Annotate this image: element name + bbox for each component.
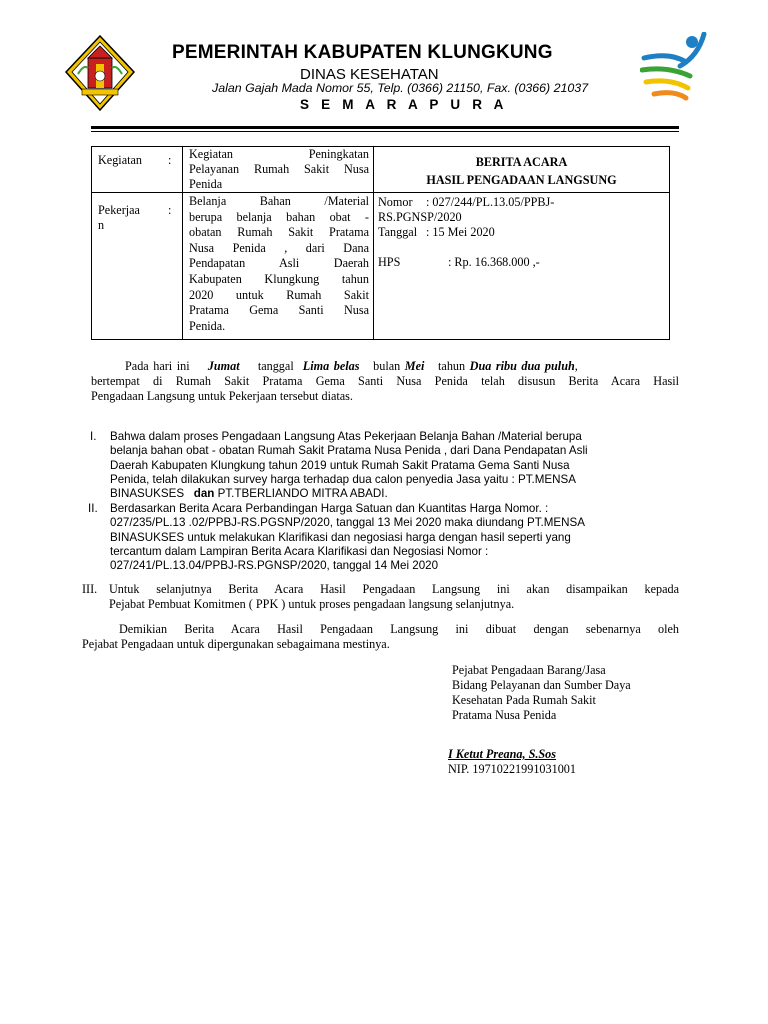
item-iii xyxy=(82,582,679,612)
pekerjaan-line: Kabupaten Klungkung tahun xyxy=(189,271,369,286)
intro-text: tahun xyxy=(438,359,466,373)
signature-block xyxy=(452,663,692,723)
pekerjaan-line: Pratama Gema Santi Nusa xyxy=(189,303,369,318)
table-row xyxy=(92,147,670,193)
info-table xyxy=(91,146,670,340)
item-line: 027/241/PL.13.04/PPBJ-RS.PGNSP/2020, tanggal 14 Mei 2020 xyxy=(110,559,439,573)
hps-label: HPS xyxy=(378,255,401,269)
kegiatan-colon: : xyxy=(168,153,172,167)
nomor-value: : 027/244/PL.13.05/PPBJ- xyxy=(426,195,555,209)
doc-title-cell xyxy=(374,147,670,193)
item-line: 027/235/PL.13 .02/PPBJ-RS.PGSNP/2020, tanggal 13 Mei 2020 maka diundang PT.MENSA xyxy=(110,516,585,530)
intro-day: Jumat xyxy=(207,359,240,373)
item-ii xyxy=(84,502,684,573)
pekerjaan-line: 2020 untuk Rumah Sakit xyxy=(189,287,369,302)
closing-paragraph xyxy=(82,622,679,652)
closing-line: Demikian Berita Acara Hasil Pengadaan Langsung ini dibuat dengan sebenarnya oleh xyxy=(119,622,679,636)
kegiatan-line: Kegiatan Peningkatan xyxy=(189,147,369,161)
vendor-name: BINASUKSES xyxy=(110,487,185,501)
header-address: Jalan Gajah Mada Nomor 55, Telp. (0366) 21150, Fax. (0366) 21037 xyxy=(212,81,589,95)
item-number: III. xyxy=(82,582,98,596)
pekerjaan-line: berupa belanja bahan obat - xyxy=(189,209,369,224)
item-number: I. xyxy=(90,430,97,443)
header-rule-thick xyxy=(91,126,679,129)
doc-meta-cell xyxy=(374,193,670,340)
header-subtitle: DINAS KESEHATAN xyxy=(300,66,439,83)
header-city: S E M A R A P U R A xyxy=(300,97,508,112)
nomor-value-cont: RS.PGNSP/2020 xyxy=(378,210,462,224)
klungkung-crest-icon xyxy=(64,34,136,112)
nomor-label: Nomor xyxy=(378,195,413,209)
intro-date: Lima belas xyxy=(302,359,360,373)
health-ministry-logo-icon xyxy=(640,32,708,102)
item-line: Pejabat Pembuat Komitmen ( PPK ) untuk proses pengadaan langsung selanjutnya. xyxy=(109,597,515,611)
signatory-name: I Ketut Preana, S.Sos xyxy=(448,747,557,761)
signatory-nip: NIP. 19710221991031001 xyxy=(448,762,576,776)
intro-paragraph xyxy=(91,359,679,404)
intro-text: , xyxy=(574,359,578,373)
kegiatan-line: Penida xyxy=(189,177,223,191)
item-line: tercantum dalam Lampiran Berita Acara Klarifikasi dan Negosiasi Nomor : xyxy=(110,544,489,558)
tanggal-label: Tanggal xyxy=(378,225,418,239)
kegiatan-value-cell xyxy=(183,147,374,193)
kegiatan-line: Pelayanan Rumah Sakit Nusa xyxy=(189,162,369,176)
pekerjaan-line: Nusa Penida , dari Dana xyxy=(189,240,369,255)
pekerjaan-label-line: Pekerjaa xyxy=(98,203,140,217)
intro-text: bulan xyxy=(373,359,401,373)
pekerjaan-line: Belanja Bahan /Material xyxy=(189,194,369,208)
pekerjaan-line: Pendapatan Asli Daerah xyxy=(189,256,369,271)
pekerjaan-colon: : xyxy=(168,203,172,217)
intro-text: Pada hari ini xyxy=(125,359,190,373)
item-line: Untuk selanjutnya Berita Acara Hasil Pengadaan Langsung ini akan disampaikan kepada xyxy=(109,582,679,596)
item-line: Penida, telah dilakukan survey harga terhadap dua calon penyedia Jasa yaitu : PT.MENSA xyxy=(110,472,576,486)
header-rule-thin xyxy=(91,131,679,132)
signature-title-line: Pratama Nusa Penida xyxy=(452,708,557,722)
item-line: Berdasarkan Berita Acara Perbandingan Harga Satuan dan Kuantitas Harga Nomor. : xyxy=(110,502,549,515)
item-line: belanja bahan obat - obatan Rumah Sakit Pratama Nusa Penida , dari Dana Pendapatan Asli xyxy=(110,444,588,458)
item-text: dan xyxy=(193,487,215,501)
item-line: Bahwa dalam proses Pengadaan Langsung Atas Pekerjaan Belanja Bahan /Material berupa xyxy=(110,430,582,443)
pekerjaan-key-cell xyxy=(92,193,183,340)
item-line: Daerah Kabupaten Klungkung tahun 2019 untuk Rumah Sakit Pratama Gema Santi Nusa xyxy=(110,458,570,472)
signatory xyxy=(448,747,688,777)
closing-line: Pejabat Pengadaan untuk dipergunakan sebagaimana mestinya. xyxy=(82,637,390,651)
kegiatan-label: Kegiatan xyxy=(98,153,142,167)
doc-title-2: HASIL PENGADAAN LANGSUNG xyxy=(426,173,617,187)
item-line: BINASUKSES untuk melakukan Klarifikasi dan negosiasi harga dengan hasil seperti yang xyxy=(110,530,571,544)
pekerjaan-value-cell xyxy=(183,193,374,340)
table-row xyxy=(92,193,670,340)
intro-month: Mei xyxy=(404,359,425,373)
pekerjaan-label xyxy=(92,203,168,233)
hps-value: : Rp. 16.368.000 ,- xyxy=(448,255,540,269)
intro-text: tanggal xyxy=(257,359,294,373)
signature-title-line: Pejabat Pengadaan Barang/Jasa xyxy=(452,663,606,677)
doc-title-1: BERITA ACARA xyxy=(475,155,568,169)
vendor-name: PT.TBERLIANDO MITRA ABADI. xyxy=(217,487,388,501)
item-number: II. xyxy=(88,502,98,515)
pekerjaan-label-line: n xyxy=(98,218,105,232)
kegiatan-key-cell xyxy=(92,147,183,193)
signature-title-line: Kesehatan Pada Rumah Sakit xyxy=(452,693,596,707)
intro-line: bertempat di Rumah Sakit Pratama Gema Santi Nusa Penida telah disusun Berita Acara Hasil xyxy=(91,374,679,388)
header-title: PEMERINTAH KABUPATEN KLUNGKUNG xyxy=(172,42,553,63)
tanggal-value: : 15 Mei 2020 xyxy=(426,225,495,239)
item-i xyxy=(84,430,684,501)
intro-line: Pengadaan Langsung untuk Pekerjaan tersebut diatas. xyxy=(91,389,353,403)
intro-year: Dua ribu dua puluh xyxy=(469,359,575,373)
pekerjaan-line: Penida. xyxy=(189,318,226,333)
pekerjaan-line: obatan Rumah Sakit Pratama xyxy=(189,225,369,240)
signature-title-line: Bidang Pelayanan dan Sumber Daya xyxy=(452,678,631,692)
